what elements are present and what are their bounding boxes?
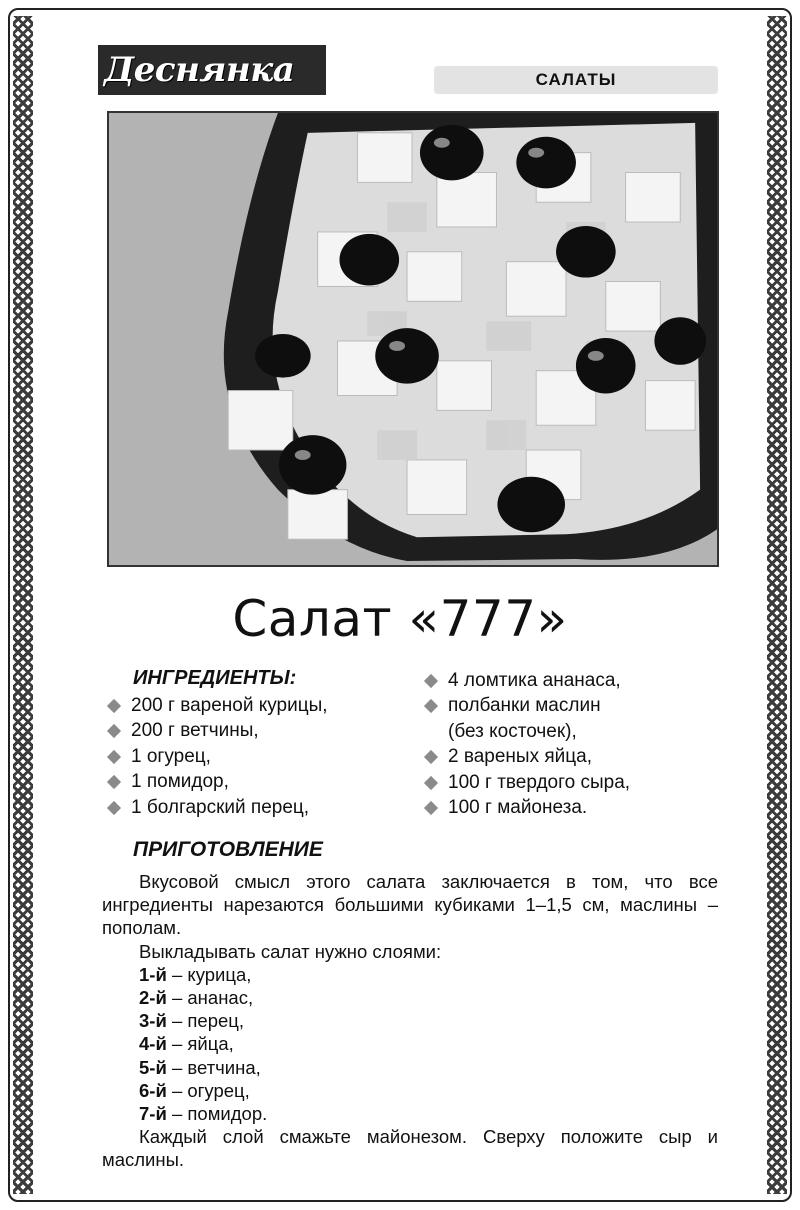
ingredient-item: 100 г майонеза.	[423, 795, 630, 820]
ingredient-item: 100 г твердого сыра,	[423, 770, 630, 795]
diamond-bullet-icon	[107, 750, 121, 764]
ingredients-heading: ИНГРЕДИЕНТЫ:	[133, 667, 297, 689]
diamond-bullet-icon	[107, 801, 121, 815]
layer-steps	[102, 963, 718, 1125]
preparation-paragraph: Каждый слой смажьте майонезом. Сверху положите сыр и маслины.	[102, 1126, 718, 1171]
layer-step: 6-й – огурец,	[139, 1079, 250, 1101]
recipe-title: Салат «777»	[232, 590, 568, 648]
preparation-paragraph: Выкладывать салат нужно слоями:	[139, 940, 442, 962]
ingredient-item: 1 помидор,	[106, 769, 328, 794]
section-badge	[434, 66, 718, 94]
preparation-paragraph: Вкусовой смысл этого салата заключается в том, что все ингредиенты нарезаются большими кубиками 1–1,5 см, маслины – пополам.	[102, 871, 718, 939]
layer-step: 7-й – помидор.	[139, 1103, 268, 1125]
preparation-heading: ПРИГОТОВЛЕНИЕ	[133, 838, 323, 861]
ingredient-item: 200 г вареной курицы,	[106, 693, 328, 718]
diamond-bullet-icon	[424, 699, 438, 713]
ingredients-list-left	[106, 693, 328, 820]
ingredient-item: 1 болгарский перец,	[106, 795, 328, 820]
ingredient-item: полбанки маслин	[423, 693, 630, 718]
diamond-bullet-icon	[107, 775, 121, 789]
diamond-bullet-icon	[424, 801, 438, 815]
diamond-bullet-icon	[424, 750, 438, 764]
logo-text: Деснянка	[104, 50, 295, 90]
diamond-bullet-icon	[107, 699, 121, 713]
diamond-bullet-icon	[107, 724, 121, 738]
salad-photo	[107, 111, 719, 567]
ingredients-list-right	[423, 668, 630, 820]
layer-step: 5-й – ветчина,	[139, 1056, 261, 1078]
layer-step: 4-й – яйца,	[139, 1033, 234, 1055]
ingredient-item-continuation: (без косточек),	[448, 720, 577, 742]
diamond-bullet-icon	[424, 776, 438, 790]
preparation-text	[102, 870, 718, 1172]
layer-step: 3-й – перец,	[139, 1010, 245, 1032]
diamond-bullet-icon	[424, 674, 438, 688]
section-label: САЛАТЫ	[535, 70, 617, 89]
ingredient-item: 200 г ветчины,	[106, 718, 328, 743]
ingredient-item: 2 вареных яйца,	[423, 744, 630, 769]
ingredient-item: 4 ломтика ананаса,	[423, 668, 630, 693]
layer-step: 2-й – ананас,	[139, 987, 254, 1009]
ingredient-item: 1 огурец,	[106, 744, 328, 769]
page-frame	[8, 8, 792, 1202]
salad-photo-image	[109, 113, 717, 565]
magazine-logo	[98, 45, 326, 95]
layer-step: 1-й – курица,	[139, 963, 252, 985]
